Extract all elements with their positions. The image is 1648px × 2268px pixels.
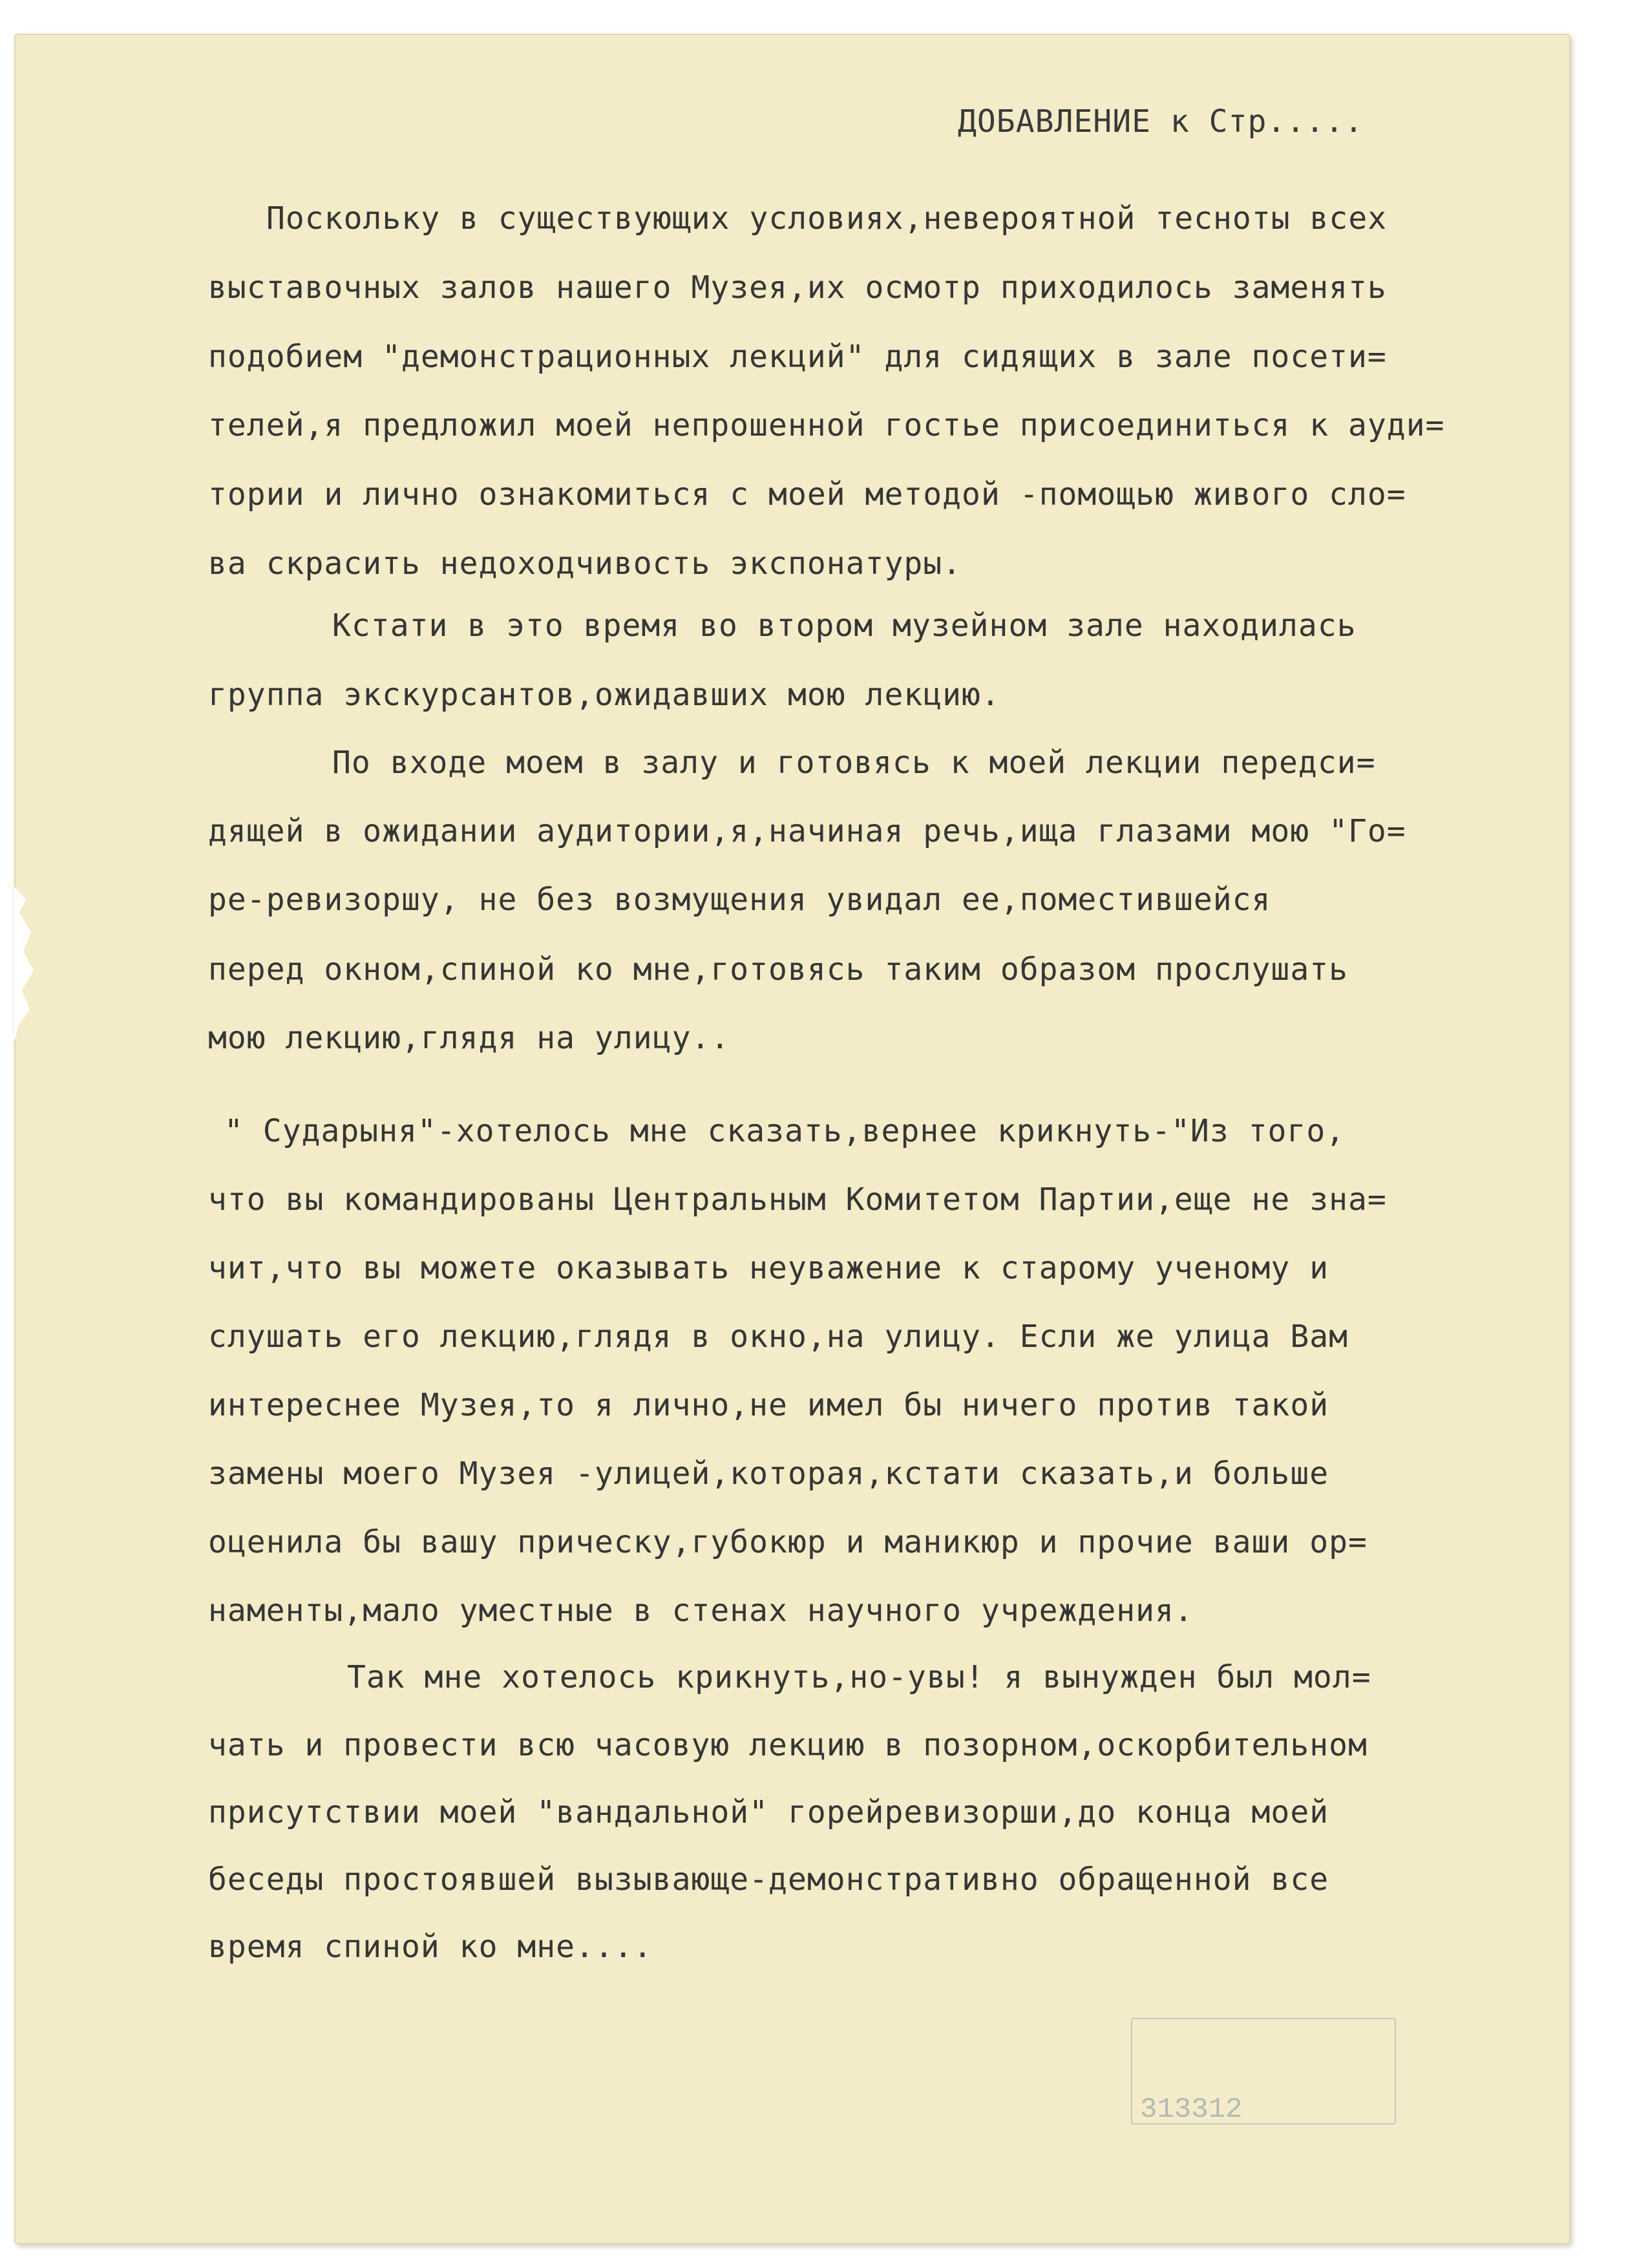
text-line-1: Поскольку в существующих условиях,невероятной тесноты всех xyxy=(266,200,1388,237)
torn-edge xyxy=(14,887,47,1042)
text-line-8: группа экскурсантов,ожидавших мою лекцию. xyxy=(208,677,1000,713)
text-line-4: телей,я предложил моей непрошенной гостье присоединиться к ауди= xyxy=(208,407,1445,443)
text-line-19: замены моего Музея -улицей,которая,кстати сказать,и больше xyxy=(208,1456,1329,1492)
text-line-26: время спиной ко мне.... xyxy=(208,1929,653,1965)
text-line-23: чать и провести всю часовую лекцию в позорном,оскорбительном xyxy=(208,1727,1368,1763)
text-line-10: дящей в ожидании аудитории,я,начиная речь,ища глазами мою "Го= xyxy=(208,813,1406,849)
text-line-12: перед окном,спиной ко мне,готовясь таким образом прослушать xyxy=(208,951,1349,988)
text-line-24: присутствии моей "вандальной" горейревизорши,до конца моей xyxy=(208,1794,1329,1830)
text-line-21: наменты,мало уместные в стенах научного учреждения. xyxy=(208,1593,1194,1629)
text-line-2: выставочных залов нашего Музея,их осмотр приходилось заменять xyxy=(208,270,1387,306)
text-line-7: Кстати в это время во втором музейном зале находилась xyxy=(332,608,1357,644)
text-line-20: оценила бы вашу прическу,губокюр и маникюр и прочие ваши ор= xyxy=(208,1524,1368,1560)
stamp-number: 313312 xyxy=(1140,2093,1243,2126)
text-line-18: интереснее Музея,то я лично,не имел бы ничего против такой xyxy=(208,1387,1329,1423)
page-header: ДОБАВЛЕНИЕ к Стр..... xyxy=(958,103,1364,140)
text-line-5: тории и лично ознакомиться с моей методой -помощью живого сло= xyxy=(208,476,1406,513)
text-line-25: беседы простоявшей вызывающе-демонстративно обращенной все xyxy=(208,1861,1329,1898)
text-line-6: ва скрасить недоходчивость экспонатуры. xyxy=(208,546,962,582)
text-line-14: " Сударыня"-хотелось мне сказать,вернее крикнуть-"Из того, xyxy=(224,1113,1346,1149)
text-line-9: По входе моем в залу и готовясь к моей лекции передси= xyxy=(332,745,1376,781)
text-line-17: слушать его лекцию,глядя в окно,на улицу. Если же улица Вам xyxy=(208,1319,1349,1355)
text-line-13: мою лекцию,глядя на улицу.. xyxy=(208,1020,730,1056)
document-sheet xyxy=(14,34,1570,2244)
text-line-15: что вы командированы Центральным Комитетом Партии,еще не зна= xyxy=(208,1182,1387,1218)
text-line-11: ре-ревизоршу, не без возмущения увидал ее,поместившейся xyxy=(208,882,1271,918)
text-line-3: подобием "демонстрационных лекций" для сидящих в зале посети= xyxy=(208,339,1387,375)
text-line-16: чит,что вы можете оказывать неуважение к старому ученому и xyxy=(208,1250,1329,1286)
archive-stamp xyxy=(1131,2018,1396,2125)
text-line-22: Так мне хотелось крикнуть,но-увы! я вынужден был мол= xyxy=(347,1659,1371,1695)
